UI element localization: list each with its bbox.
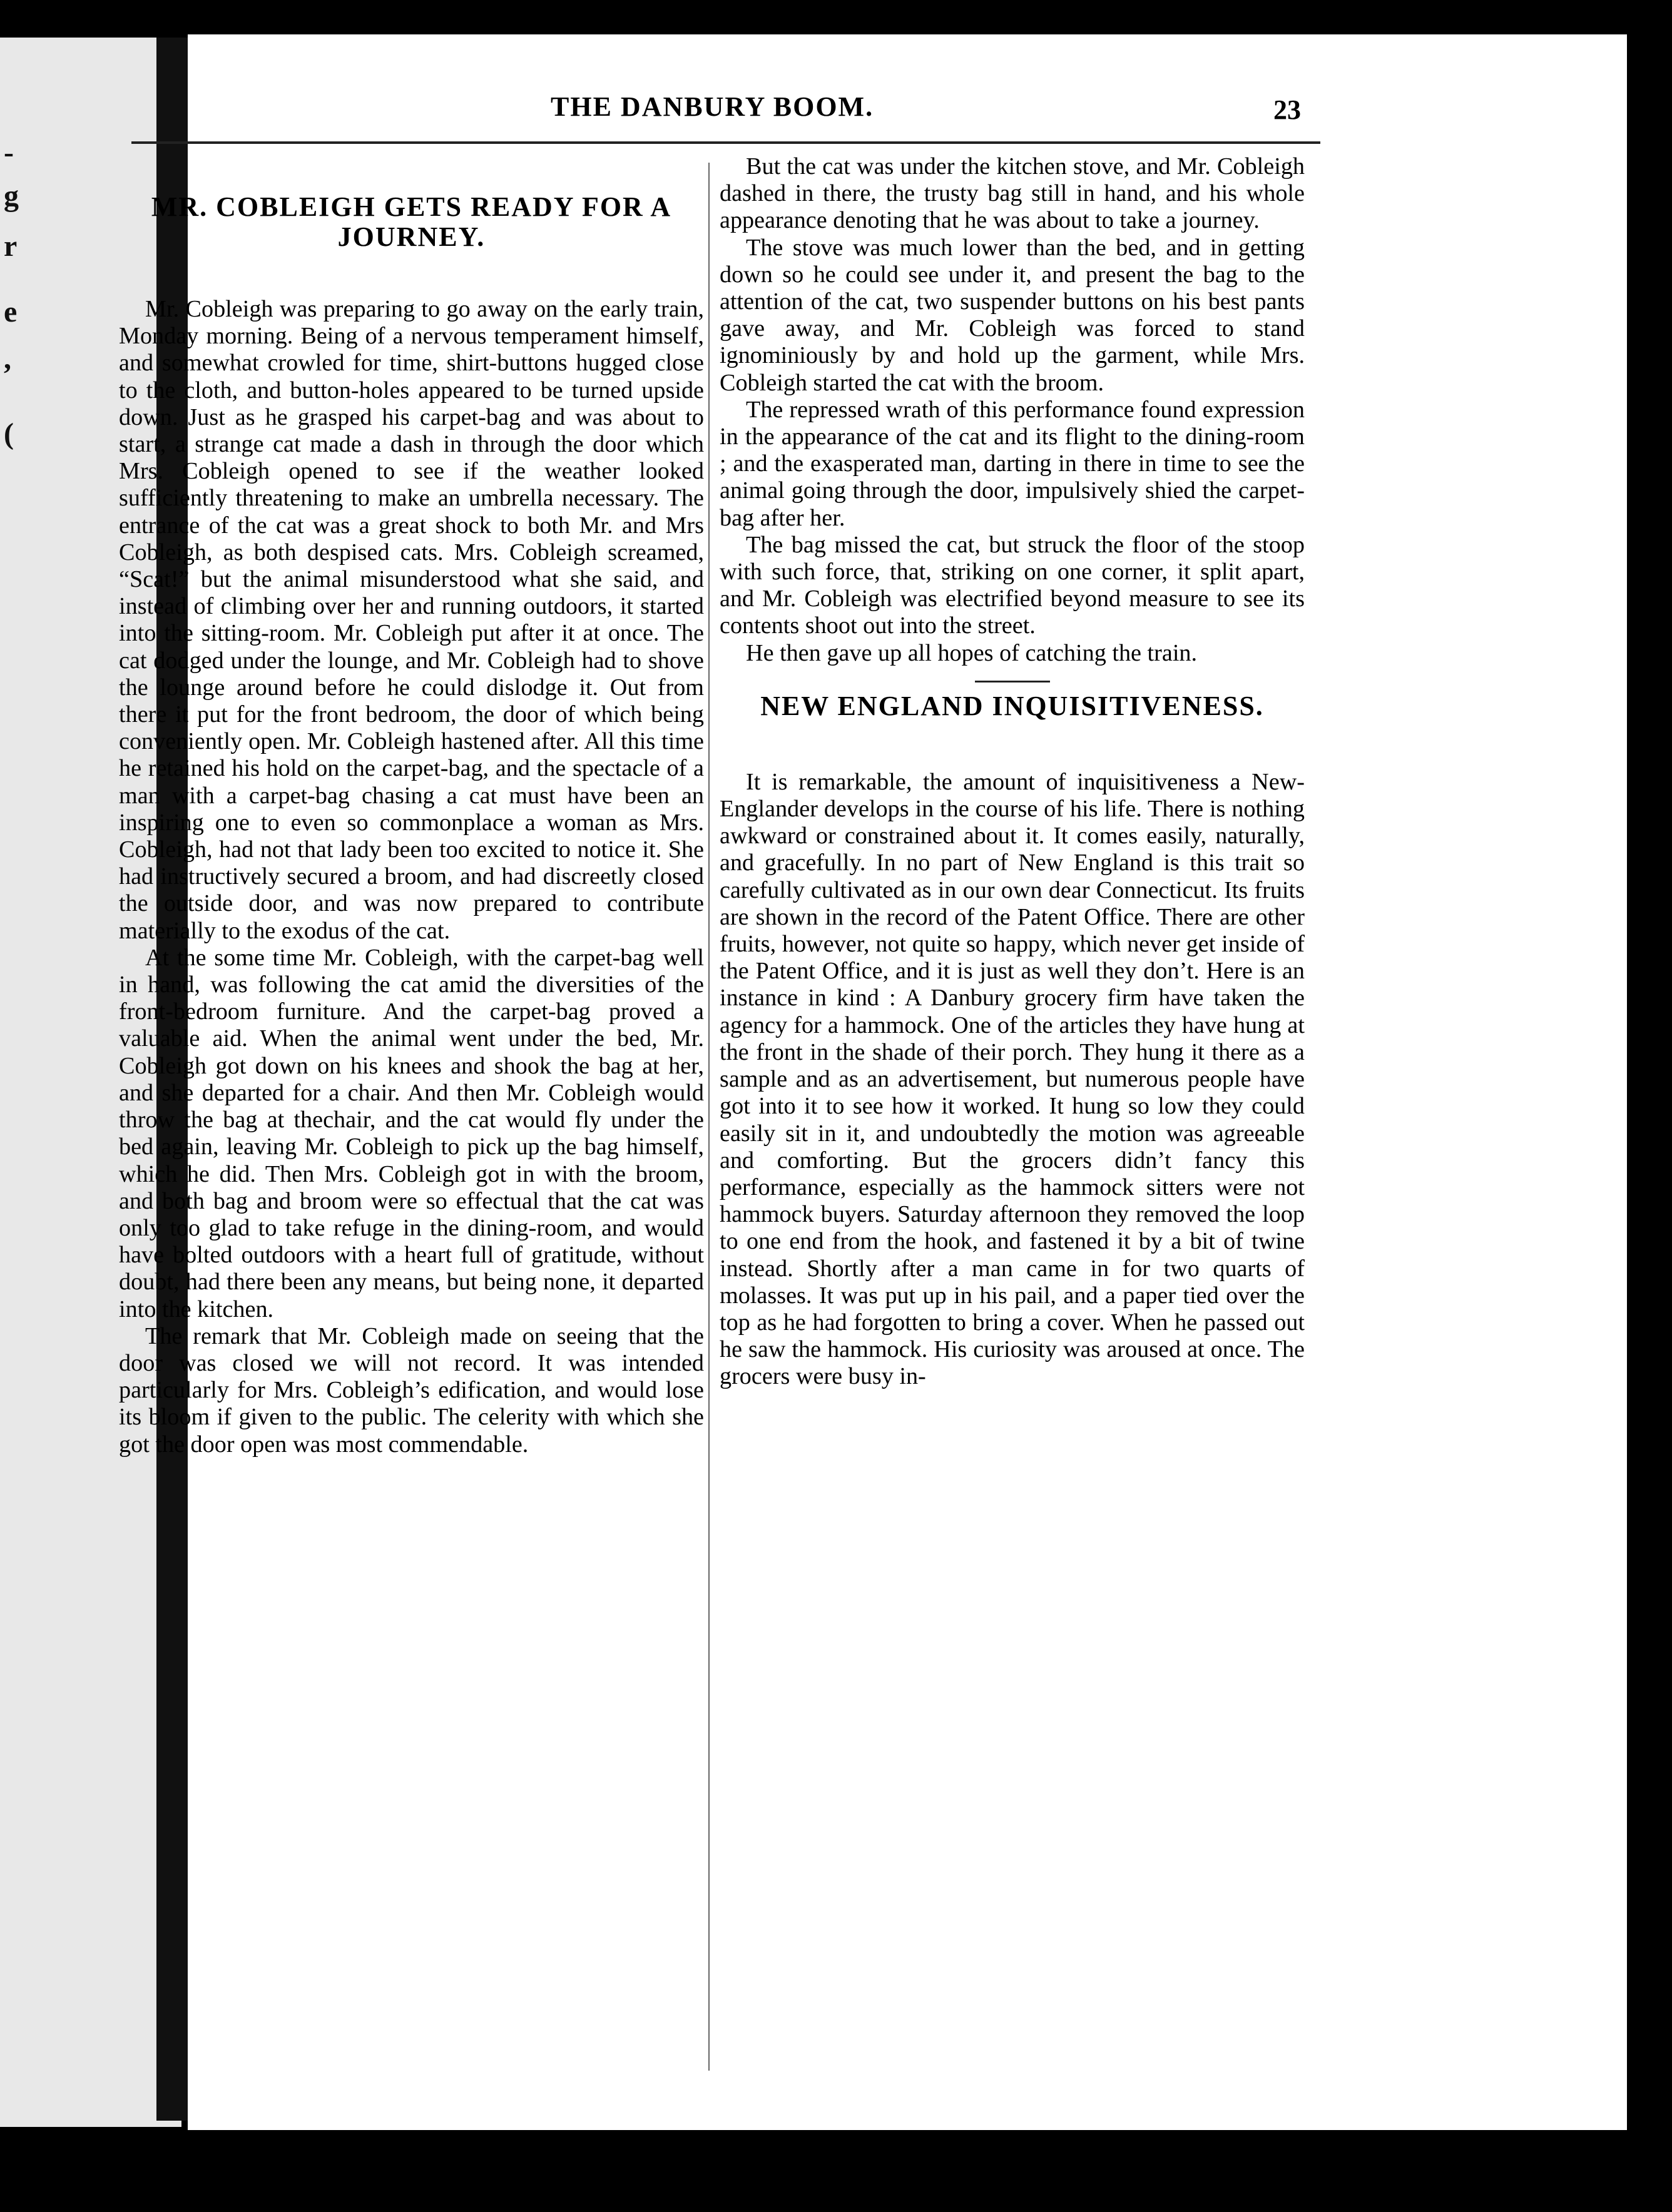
paragraph: The stove was much lower than the bed, and in getting down so he could see under it, and present the bag to the attention of the cat, two suspender buttons on his best pants gave away, and Mr. Cobleigh was forced to stand ignominiously by and hold up the garment, while Mrs. Cobleigh started the cat with the broom. [720,234,1305,396]
paragraph: He then gave up all hopes of catching the train. [746,639,1198,666]
paragraph: But the cat was under the kitchen stove, and Mr. Cobleigh dashed in there, the trusty bag still in hand, and his whole appearance denoting that he was about to take a journey. [720,153,1305,234]
right-column [720,153,1305,1391]
article-separator [975,681,1050,682]
paragraph: At the some time Mr. Cobleigh, with the carpet-bag well in hand, was following the cat amid the diversities of the front-bedroom furniture. And the carpet-bag proved a valuable aid. When the animal went under the bed, Mr. Cobleigh got down on his knees and shook the bag at her, and she departed for a chair. And then Mr. Cobleigh would throw the bag at thechair, and the cat would fly under the bed again, leaving Mr. Cobleigh to pick up the bag himself, which he did. Then Mrs. Cobleigh got in with the broom, and both bag and broom were so effectual that the cat was only too glad to take refuge in the dining-room, and would have bolted outdoors with a heart full of gratitude, without doubt, had there been any means, but being none, it departed into the kitchen. [119,944,704,1322]
paragraph: It is remarkable, the amount of inquisitiveness a New-Englander develops in the course of his life. There is nothing awkward or constrained about it. It comes easily, naturally, and gracefully. In no part of New England is this trait so carefully cultivated as in our own dear Connecticut. Its fruits are shown in the record of the Patent Office. There are other fruits, however, not quite so happy, which never get inside of the Patent Office, and it is just as well they don’t. Here is an instance in kind : A Danbury grocery firm have taken the agency for a hammock. One of the articles they have hung at the front in the shade of their porch. They hung it there as a sample and as an advertisement, but numerous people have got into it to see how it worked. It hung so low they could easily sit in it, and undoubtedly the motion was agreeable and comforting. But the grocers didn’t fancy this performance, especially as the hammock sitters were not hammock buyers. Saturday afternoon they removed the loop to one end from the hook, and fastened it by a bit of twine instead. Shortly after a man came in for two quarts of molasses. It was put up in his pail, and a paper tied over the top as he had forgotten to bring a cover. When he passed out he saw the hammock. His curiosity was aroused at once. The grocers were busy in- [720,768,1305,1390]
paragraph: The bag missed the cat, but struck the floor of the stoop with such force, that, striking on one corner, it split apart, and Mr. Cobleigh was electrified beyond measure to see its contents shoot out into the street. [720,531,1305,639]
page-number: 23 [1273,94,1301,125]
paragraph: The repressed wrath of this performance found expression in the appearance of the cat and its flight to the dining-room ; and the exasperated man, darting in there in time to see the animal going through the door, impulsively shied the carpet-bag after her. [720,396,1305,531]
column-divider [708,163,710,2071]
left-column [119,153,704,1458]
article-title-cobleigh: MR. COBLEIGH GETS READY FOR A JOURNEY. [151,191,672,252]
article-title-inquisitiveness: NEW ENGLAND INQUISITIVENESS. [760,690,1264,721]
header-rule [131,141,1320,144]
paragraph: Mr. Cobleigh was preparing to go away on the early train, Monday morning. Being of a nervous temperament himself, and somewhat crowled for time, shirt-buttons hugged close to the cloth, and button-holes appeared to be turned upside down. Just as he grasped his carpet-bag and was about to start, a strange cat made a dash in through the door which Mrs. Cobleigh opened to see if the weather looked sufficiently threatening to make an umbrella necessary. The entrance of the cat was a great shock to both Mr. and Mrs Cobleigh, as both despised cats. Mrs. Cobleigh screamed, “Scat!” but the animal misunderstood what she said, and instead of climbing over her and running outdoors, it started into the sitting-room. Mr. Cobleigh put after it at once. The cat dodged under the lounge, and Mr. Cobleigh had to shove the lounge around before he could dislodge it. Out from there it put for the front bedroom, the door of which being conveniently open. Mr. Cobleigh hastened after. All this time he retained his hold on the carpet-bag, and the spectacle of a man with a carpet-bag chasing a cat must have been an inspiring one to even so commonplace a woman as Mrs. Cobleigh, had not that lady been too excited to notice it. She had instructively secured a broom, and had discreetly closed the outside door, and was now prepared to contribute materially to the exodus of the cat. [119,296,704,944]
paragraph: The remark that Mr. Cobleigh made on seeing that the door was closed we will not record. It was intended particularly for Mrs. Cobleigh’s edification, and would lose its bloom if given to the public. The celerity with which she got the door open was most commendable. [119,1322,704,1458]
running-header: THE DANBURY BOOM. [551,91,874,122]
